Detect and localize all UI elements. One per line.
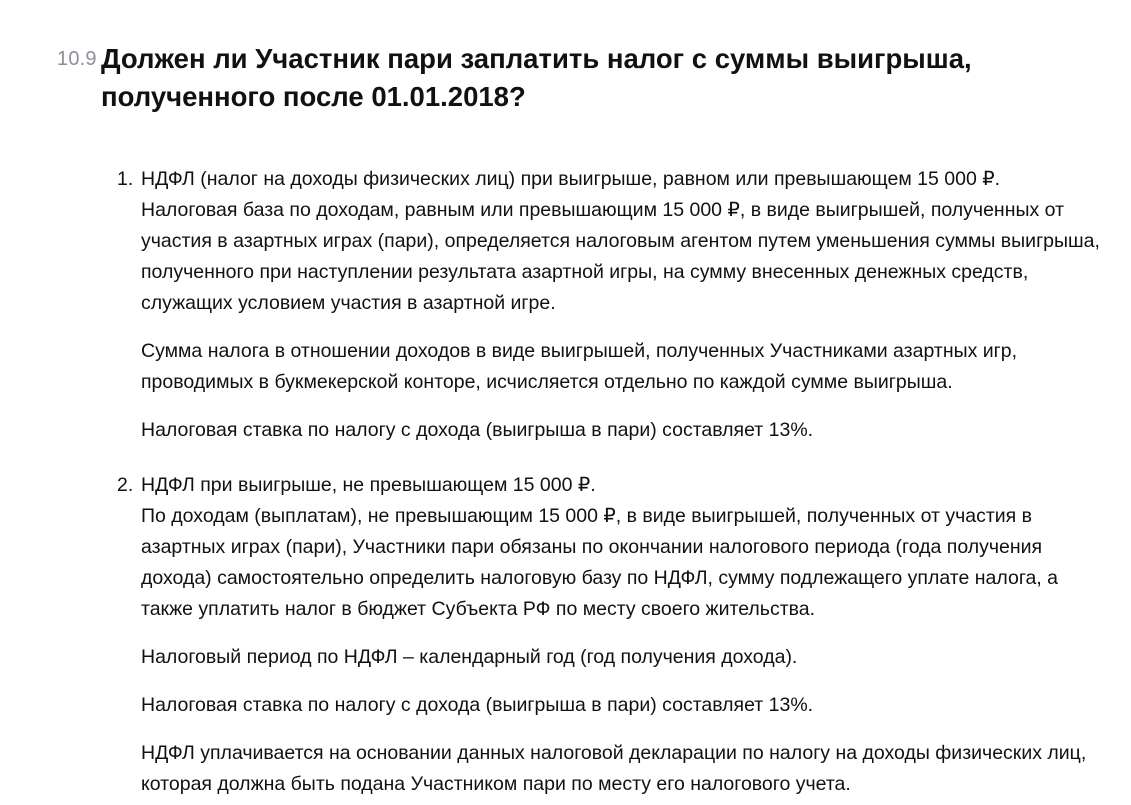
list-item-number: 1. xyxy=(117,168,134,190)
list-item xyxy=(117,470,1101,800)
list-item-heading: НДФЛ при выигрыше, не превышающем 15 000 ₽. xyxy=(141,474,596,496)
paragraph: По доходам (выплатам), не превышающим 15 000 ₽, в виде выигрышей, полученных от участия в азартных играх (пари), Участники пари обязаны по окончании налогового периода (года получения дохода) самостоятельно определить налоговую базу по НДФЛ, сумму подлежащего уплате налога, а также уплатить налог в бюджет Субъекта РФ по месту своего жительства. xyxy=(141,505,1059,620)
section-title: Должен ли Участник пари заплатить налог с суммы выигрыша, полученного после 01.01.2018? xyxy=(101,43,972,112)
paragraph: Налоговая база по доходам, равным или превышающим 15 000 ₽, в виде выигрышей, полученных от участия в азартных играх (пари), определяется налоговым агентом путем уменьшения суммы выигрыша, полученного при наступлении результата азартной игры, на сумму внесенных денежных средств, служащих условием участия в азартной игре. xyxy=(141,199,1100,314)
list-item-number: 2. xyxy=(117,474,134,496)
list-item xyxy=(117,164,1101,446)
section-number: 10.9 xyxy=(57,48,97,70)
paragraph: НДФЛ уплачивается на основании данных налоговой декларации по налогу на доходы физических лиц, которая должна быть подана Участником пари по месту его налогового учета. xyxy=(141,742,1087,795)
paragraph: Сумма налога в отношении доходов в виде выигрышей, полученных Участниками азартных игр, проводимых в букмекерской конторе, исчисляется отдельно по каждой сумме выигрыша. xyxy=(141,340,1018,393)
paragraph: Налоговая ставка по налогу с дохода (выигрыша в пари) составляет 13%. xyxy=(141,694,814,716)
paragraph: Налоговый период по НДФЛ – календарный год (год получения дохода). xyxy=(141,646,798,668)
list-item-heading: НДФЛ (налог на доходы физических лиц) при выигрыше, равном или превышающем 15 000 ₽. xyxy=(141,168,1001,190)
paragraph: Налоговая ставка по налогу с дохода (выигрыша в пари) составляет 13%. xyxy=(141,419,814,441)
answer-list xyxy=(117,164,1101,800)
